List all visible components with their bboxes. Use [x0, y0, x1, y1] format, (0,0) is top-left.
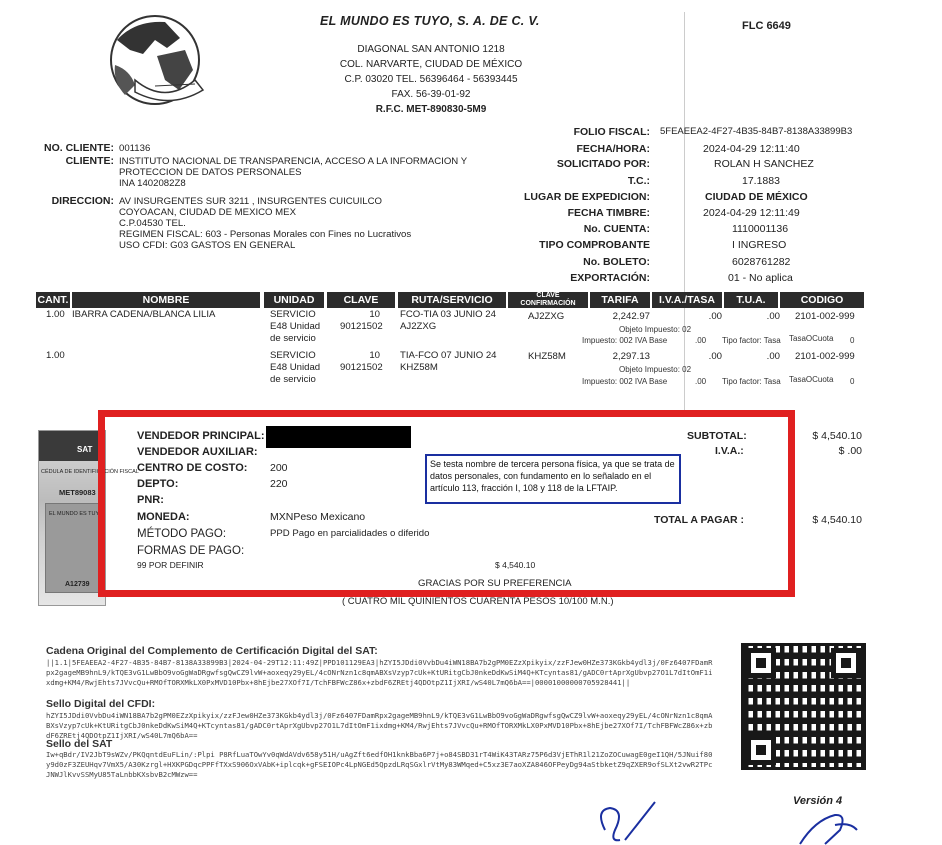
- row-clave-line: 90121502: [340, 362, 383, 373]
- row-tipo-factor: Tipo factor: Tasa: [722, 377, 781, 386]
- direccion-label: DIRECCION:: [51, 195, 114, 207]
- row-ruta-line: FCO-TIA 03 JUNIO 24: [400, 309, 496, 320]
- exportacion-label: EXPORTACIÓN:: [570, 272, 650, 284]
- cliente-line: INA 1402082Z8: [119, 178, 186, 189]
- fecha-timbre-value: 2024-04-29 12:11:49: [703, 207, 800, 219]
- id-card-code: A12739: [65, 581, 90, 588]
- th-cant: CANT.: [37, 294, 69, 306]
- cadena-original-title: Cadena Original del Complemento de Certificación Digital del SAT:: [46, 645, 378, 657]
- row-ruta: [400, 309, 496, 333]
- address-line: C.P. 03020 TEL. 56396464 - 56393445: [344, 74, 518, 85]
- row-unidad-line: de servicio: [270, 374, 316, 385]
- th-clave-confirmacion: CLAVE CONFIRMACIÓN: [508, 292, 588, 308]
- row-unidad: [270, 309, 320, 345]
- direccion-line: REGIMEN FISCAL: 603 - Personas Morales con Fines no Lucrativos: [119, 229, 412, 240]
- cliente-line: PROTECCION DE DATOS PERSONALES: [119, 167, 302, 178]
- exportacion-value: 01 - No aplica: [728, 272, 793, 284]
- row-iva: .00: [708, 311, 722, 322]
- metodo-pago-value: PPD Pago en parcialidades o diferido: [270, 528, 430, 539]
- row-tasa-val: 0: [850, 377, 855, 386]
- qr-finder: [831, 648, 861, 678]
- tc-value: 17.1883: [742, 175, 780, 187]
- highlight-box: [98, 410, 795, 597]
- sello-cfdi-text: hZYI5JDdi0VvbDu4iWN18BA7b2gPM0EZzXpikyix/zzFJew0HZe373KGkb4ydl3j/0Fz6407FDamRpx2gageMB9hnL9/kTQE3vG1LwBbO9voGgWaDRgwfsgQwCZ9lvW+aoxeqy29yEL/4cONrNzn1c8qmABXsVzyp7cUk+KtURitgCbJ0nkeDdKwSiM4Q+KTcyntas81/gADC0rtAprXgUbvp27O1L7dItOmF1ixdmg+KM4/RwjEhts7JVvcQu+RMOfTORXMkLX0PxMVD10Pbx+8hEjbe27XOf7I/TchFBFWcZ86x+zbdF6ZREtj4QDOtpZ1IjXRI/wS40L7mQ6bA==: [46, 711, 713, 740]
- cliente-value: [119, 156, 467, 189]
- fecha-timbre-label: FECHA TIMBRE:: [567, 207, 650, 219]
- folio-fiscal-label: FOLIO FISCAL:: [573, 126, 650, 138]
- company-name: EL MUNDO ES TUYO, S. A. DE C. V.: [320, 14, 540, 28]
- lugar-value: CIUDAD DE MÉXICO: [705, 191, 808, 203]
- row-unidad-line: SERVICIO: [270, 350, 316, 361]
- subtotal-value: $ 4,540.10: [812, 430, 862, 442]
- cliente-label: CLIENTE:: [65, 155, 114, 167]
- cadena-original-text: ||1.1|5FEAEEA2-4F27-4B35-84B7-8138A33899B3|2024-04-29T12:11:49Z|PPD101129EA3|hZYI5JDdi0VvbDu4iWN18BA7b2gPM0EZzXpikyix/zzFJew0HZe373KGkb4ydl3j/0Fz6407FDamRpx2gageMB9hnL9/kTQE3vG1LwBbO9voGgWaDRgwfsgQwCZ9lvW+aoxeqy29yEL/4cONrNzn1c8qmABXsVzyp7cUk+KtURitgCbJ0nkeDdKwSiM4Q+KTcyntas81/gADC0rtAprXgUbvp27O1L7dItOmF1ixdmg+KM4/RwjEhts7JVvcQu+RMOfTORXMkLX0PxMVD10Pbx+8hEjbe27XOf7I/TchFBFWcZ86x+zbdF6ZREtj4QDOtpZ1IjXRI/wS40L7mQ6bA==|00001000000705928441||: [46, 658, 713, 687]
- depto-value: 220: [270, 478, 288, 490]
- row-tasa-cuota: TasaOCuota: [789, 375, 834, 384]
- id-card-image: [38, 430, 139, 606]
- th-codigo: CODIGO: [780, 292, 864, 308]
- importe-letra: ( CUATRO MIL QUINIENTOS CUARENTA PESOS 10/100 M.N.): [342, 596, 614, 607]
- gracias-text: GRACIAS POR SU PREFERENCIA: [418, 578, 572, 589]
- th-unidad: UNIDAD: [264, 292, 324, 308]
- boleto-label: No. BOLETO:: [583, 256, 650, 268]
- row-ruta: [400, 350, 497, 374]
- flc-number: FLC 6649: [742, 20, 791, 32]
- row-confirmacion: AJ2ZXG: [528, 311, 565, 322]
- qr-code: [741, 643, 866, 770]
- row-unidad-line: SERVICIO: [270, 309, 316, 320]
- signature-image: [585, 800, 865, 845]
- company-rfc: R.F.C. MET-890830-5M9: [375, 104, 487, 115]
- vendedor-auxiliar-label: VENDEDOR AUXILIAR:: [137, 446, 258, 458]
- row-impuesto: Impuesto: 002 IVA Base: [582, 377, 668, 386]
- th-iva-tasa: I.V.A./TASA: [652, 292, 722, 308]
- pnr-label: PNR:: [137, 494, 164, 506]
- total-value: $ 4,540.10: [812, 514, 862, 526]
- row-confirmacion: KHZ58M: [528, 351, 566, 362]
- forma-pago-monto: $ 4,540.10: [495, 560, 536, 570]
- subtotal-label: SUBTOTAL:: [687, 430, 747, 442]
- sello-cfdi-title: Sello Digital del CFDI:: [46, 698, 156, 710]
- direccion-value: [119, 196, 411, 251]
- cuenta-value: 1110001136: [732, 223, 789, 235]
- depto-label: DEPTO:: [137, 478, 179, 490]
- boleto-value: 6028761282: [732, 256, 791, 268]
- row-imp-val: .00: [695, 336, 707, 345]
- address-line: FAX. 56-39-01-92: [391, 89, 471, 100]
- cliente-line: INSTITUTO NACIONAL DE TRANSPARENCIA, ACCESO A LA INFORMACION Y: [119, 156, 468, 167]
- forma-pago-value: 99 POR DEFINIR: [137, 560, 204, 570]
- row-tipo-factor: Tipo factor: Tasa: [722, 336, 781, 345]
- row-nombre: IBARRA CADENA/BLANCA LILIA: [72, 309, 216, 320]
- no-cliente-label: NO. CLIENTE:: [44, 142, 114, 154]
- row-objeto: Objeto Impuesto: 02: [619, 325, 692, 334]
- row-clave-line: 10: [369, 309, 380, 320]
- row-ruta-line: KHZ58M: [400, 362, 438, 373]
- folio-fiscal-value: 5FEAEEA2-4F27-4B35-84B7-8138A33899B3: [660, 126, 853, 137]
- row-ruta-line: AJ2ZXG: [400, 321, 437, 332]
- row-tasa-val: 0: [850, 336, 855, 345]
- id-card-sat: SAT: [77, 445, 93, 454]
- formas-pago-label: FORMAS DE PAGO:: [137, 545, 245, 557]
- row-unidad-line: de servicio: [270, 333, 316, 344]
- th-clave: CLAVE: [327, 292, 395, 308]
- qr-finder: [746, 648, 776, 678]
- row-tarifa: 2,297.13: [612, 351, 650, 362]
- direccion-line: C.P.04530 TEL.: [119, 218, 186, 229]
- direccion-line: USO CFDI: G03 GASTOS EN GENERAL: [119, 240, 296, 251]
- id-card-rfc: MET89083: [59, 488, 96, 497]
- cuenta-label: No. CUENTA:: [583, 223, 650, 235]
- vendedor-principal-label: VENDEDOR PRINCIPAL:: [137, 430, 265, 442]
- row-clave-line: 10: [369, 350, 380, 361]
- row-unidad-line: E48 Unidad: [270, 362, 321, 373]
- row-cant: 1.00: [46, 350, 65, 361]
- th-nombre: NOMBRE: [72, 292, 260, 308]
- centro-costo-label: CENTRO DE COSTO:: [137, 462, 248, 474]
- qr-finder: [746, 735, 776, 765]
- row-tua: .00: [766, 351, 780, 362]
- globe-logo: [95, 10, 215, 110]
- id-card-band: [39, 431, 105, 461]
- fecha-hora-value: 2024-04-29 12:11:40: [703, 143, 800, 155]
- fecha-hora-label: FECHA/HORA:: [576, 143, 650, 155]
- row-codigo: 2101-002-999: [795, 351, 855, 362]
- tipo-comprobante-label: TIPO COMPROBANTE: [539, 239, 650, 251]
- row-tasa-cuota: TasaOCuota: [789, 334, 834, 343]
- iva-value: $ .00: [838, 445, 862, 457]
- th-tarifa: TARIFA: [590, 292, 650, 308]
- solicitado-value: ROLAN H SANCHEZ: [714, 158, 814, 170]
- no-cliente-value: 001136: [119, 143, 151, 154]
- iva-label: I.V.A.:: [715, 445, 744, 457]
- tipo-comprobante-value: I INGRESO: [732, 239, 787, 251]
- row-imp-val: .00: [695, 377, 707, 386]
- redaction-note: Se testa nombre de tercera persona física, ya que se trata de datos personales, con fundamento en lo señalado en el artículo 113, fracción I, 108 y 118 de la LFTAIP.: [425, 454, 681, 504]
- row-objeto: Objeto Impuesto: 02: [619, 365, 692, 374]
- row-impuesto: Impuesto: 002 IVA Base: [582, 336, 668, 345]
- version-label: Versión 4: [793, 795, 843, 807]
- direccion-line: COYOACAN, CIUDAD DE MEXICO MEX: [119, 207, 296, 218]
- address-line: DIAGONAL SAN ANTONIO 1218: [357, 44, 505, 55]
- tc-label: T.C.:: [627, 175, 650, 187]
- row-clave-line: 90121502: [340, 321, 383, 332]
- lugar-label: LUGAR DE EXPEDICION:: [523, 191, 650, 203]
- sello-sat-title: Sello del SAT: [46, 738, 113, 750]
- company-address: [300, 42, 562, 117]
- address-line: COL. NARVARTE, CIUDAD DE MÉXICO: [339, 59, 523, 70]
- row-cant: 1.00: [46, 309, 65, 320]
- moneda-value: MXNPeso Mexicano: [270, 511, 366, 523]
- direccion-line: AV INSURGENTES SUR 3211 , INSURGENTES CUICUILCO: [119, 196, 382, 207]
- row-tua: .00: [766, 311, 780, 322]
- total-label: TOTAL A PAGAR :: [654, 514, 745, 526]
- moneda-label: MONEDA:: [137, 511, 190, 523]
- header-divider: [684, 12, 685, 412]
- metodo-pago-label: MÉTODO PAGO:: [137, 528, 227, 540]
- row-unidad-line: E48 Unidad: [270, 321, 321, 332]
- row-ruta-line: TIA-FCO 07 JUNIO 24: [400, 350, 497, 361]
- centro-costo-value: 200: [270, 462, 288, 474]
- row-clave: [340, 309, 383, 333]
- row-clave: [340, 350, 383, 374]
- row-tarifa: 2,242.97: [612, 311, 650, 322]
- id-card-name: EL MUNDO ES TUYO: [49, 511, 104, 517]
- th-tua: T.U.A.: [724, 292, 778, 308]
- sello-sat-text: Iw+qBdr/IV2JbT9sWZv/PKQqntdEuFLin/:Plpi P8RfLuaTOwYv0qWdAVdv658y51H/uAgZft6edfOH1knkBba6P7j+o84SBD31rT4WiK43TARz75P6d3VjEThR1l21ZoZOCuwagE0geI1QH/5JNuif80y9d0zF3ZEUHqv7VmX5/A30Kzrgl+HXKPGDqcPPFfTXxS906OxVAbK+iplcqk+gFSEIOPc4LpNGEd5QpzdLRqSGxlrVtMy83WMqed+C5xz3E7aoXZA846OFPeyDg94aStbketZ9qZXER9ofSLXt2vwR2TPcJNWJlKvvSSMyU85TaLnbbKXsbvB2cMWzw==: [46, 750, 713, 779]
- row-codigo: 2101-002-999: [795, 311, 855, 322]
- id-card-cedula: CÉDULA DE IDENTIFICACIÓN FISCAL: [41, 469, 139, 475]
- row-iva: .00: [708, 351, 722, 362]
- row-unidad: [270, 350, 320, 386]
- th-ruta: RUTA/SERVICIO: [398, 292, 506, 308]
- solicitado-label: SOLICITADO POR:: [556, 158, 650, 170]
